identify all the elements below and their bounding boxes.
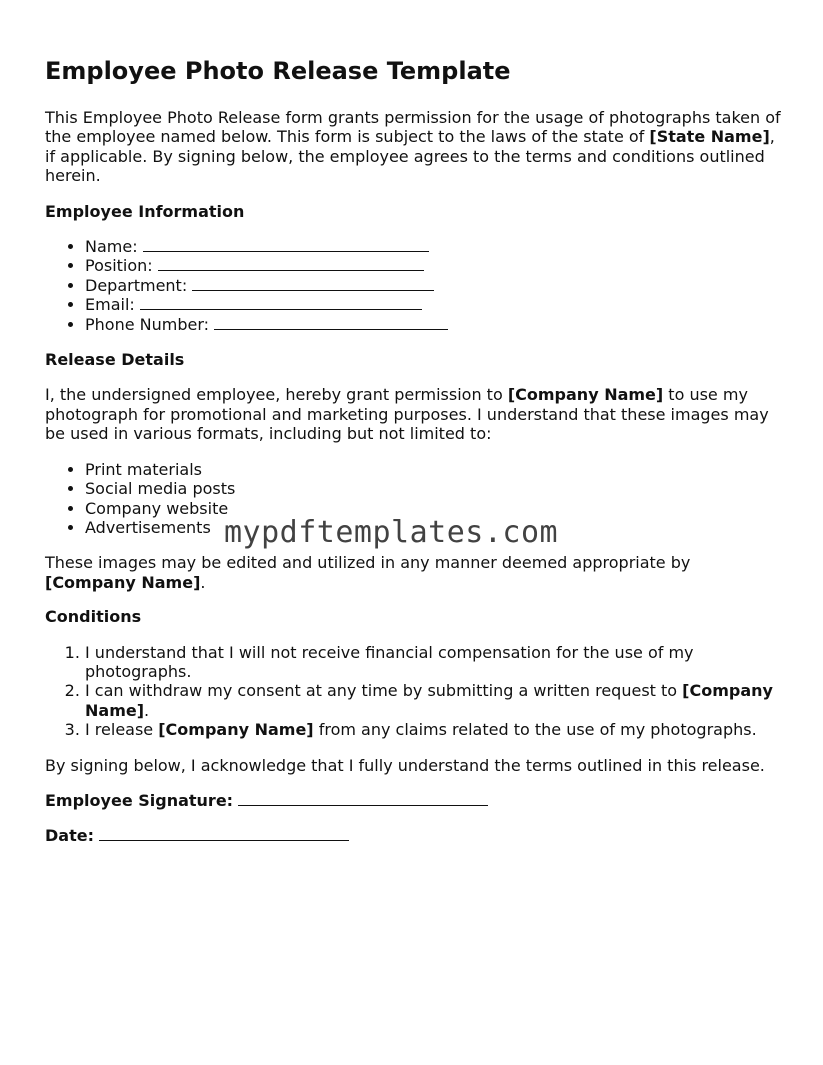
- department-field-line[interactable]: [192, 276, 434, 291]
- email-field-line[interactable]: [140, 295, 422, 310]
- department-field-item: [85, 276, 785, 295]
- company-name-placeholder: [Company Name]: [85, 681, 773, 720]
- signature-line: [45, 791, 785, 810]
- company-name-placeholder: [Company Name]: [507, 385, 664, 405]
- position-field-item: [85, 256, 785, 275]
- company-name-placeholder: [Company Name]: [45, 572, 201, 592]
- intro-paragraph: [45, 108, 785, 186]
- department-label: Department:: [85, 275, 188, 295]
- edit-text: These images may be edited and utilized in any manner deemed appropriate by: [45, 553, 691, 573]
- format-item: • Advertisements: [85, 518, 785, 537]
- edit-text-end: .: [200, 572, 206, 592]
- acknowledgment-text: By signing below, I acknowledge that I fully understand the terms outlined in this release.: [45, 755, 765, 775]
- email-field-item: [85, 295, 785, 314]
- phone-label: Phone Number:: [85, 314, 210, 334]
- condition-item: 1. I understand that I will not receive financial compensation for the use of my photographs.: [85, 643, 785, 682]
- condition-text: I can withdraw my consent at any time by submitting a written request to: [85, 681, 683, 701]
- signature-label: Employee Signature:: [45, 790, 234, 810]
- condition-item: [85, 681, 785, 720]
- condition-text-end: from any claims related to the use of my photographs.: [313, 720, 757, 740]
- watermark-text: mypdftemplates.com: [224, 515, 559, 550]
- state-name-placeholder: [State Name]: [649, 127, 770, 147]
- conditions-heading: Conditions: [45, 607, 142, 627]
- position-field-line[interactable]: [158, 256, 424, 271]
- conditions-list: [45, 643, 785, 740]
- condition-item: [85, 720, 785, 739]
- email-label: Email:: [85, 295, 135, 315]
- edit-paragraph: [45, 553, 785, 592]
- name-field-line[interactable]: [143, 237, 429, 252]
- release-text: I, the undersigned employee, hereby grant permission to: [45, 385, 508, 405]
- name-field-item: [85, 237, 785, 256]
- condition-text-end: .: [144, 700, 150, 720]
- company-name-placeholder: [Company Name]: [158, 720, 314, 740]
- date-line: [45, 826, 785, 845]
- release-details-heading: Release Details: [45, 350, 185, 370]
- release-paragraph: [45, 385, 785, 443]
- document-page: [45, 54, 785, 846]
- position-label: Position:: [85, 256, 153, 276]
- employee-info-heading: Employee Information: [45, 201, 245, 221]
- phone-field-item: [85, 315, 785, 334]
- condition-text: I release: [85, 720, 159, 740]
- date-label: Date:: [45, 826, 94, 846]
- signature-field-line[interactable]: [238, 791, 488, 806]
- date-field-line[interactable]: [99, 826, 349, 841]
- format-item: • Print materials: [85, 460, 785, 479]
- intro-text: This Employee Photo Release form grants permission for the usage of photographs taken of the employee named below. This form is subject to the laws of the state of: [45, 108, 781, 147]
- intro-text-end: , if applicable. By signing below, the employee agrees to the terms and conditions outlined herein.: [45, 127, 775, 186]
- release-text-end: to use my photograph for promotional and marketing purposes. I understand that these images may be used in various formats, including but not limited to:: [45, 385, 769, 444]
- format-item: • Social media posts: [85, 479, 785, 498]
- employee-info-list: [45, 237, 785, 334]
- document-title: Employee Photo Release Template: [45, 57, 511, 85]
- name-label: Name:: [85, 237, 138, 257]
- format-item: • Company website: [85, 499, 785, 518]
- phone-field-line[interactable]: [214, 315, 448, 330]
